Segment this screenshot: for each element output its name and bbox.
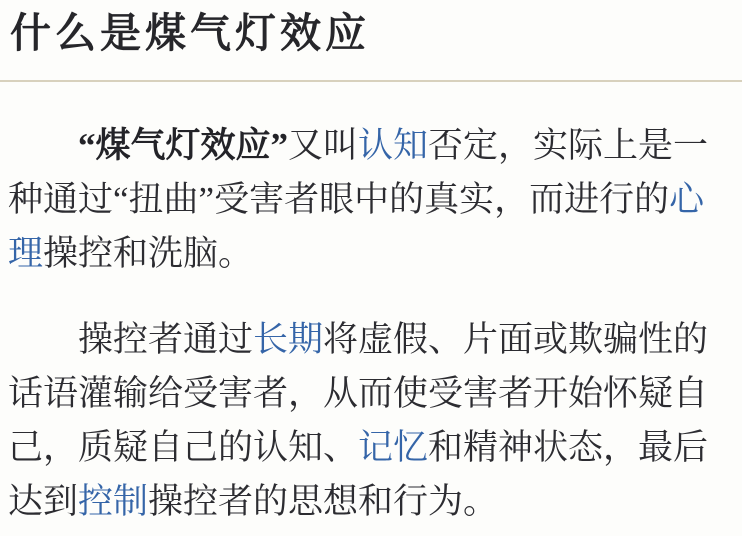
paragraph	[8, 119, 736, 281]
title-divider	[0, 80, 742, 82]
page-title: 什么是煤气灯效应	[10, 10, 370, 56]
text-segment: 操控者通过	[78, 320, 254, 359]
keyword-link[interactable]: 长期	[253, 320, 324, 359]
text-segment: 否定，实际上是一种通过“扭曲”受害者眼中的真实，而进行的	[8, 126, 709, 219]
article-body	[8, 119, 736, 529]
keyword-link[interactable]: 记忆	[358, 428, 429, 467]
keyword-link[interactable]: 心理	[8, 180, 705, 273]
keyword-link[interactable]: 认知	[358, 126, 429, 165]
emphasized-term: “煤气灯效应”	[78, 126, 289, 165]
text-segment: 又叫	[288, 126, 359, 165]
text-segment: 将虚假、片面或欺骗性的话语灌输给受害者，从而使受害者开始怀疑自己，质疑自己的认知、	[8, 320, 709, 467]
text-segment: 操控和洗脑。	[43, 234, 254, 273]
paragraph	[8, 313, 736, 529]
text-segment: 和精神状态，最后达到	[8, 428, 709, 521]
keyword-link[interactable]: 控制	[78, 482, 149, 521]
text-segment: 操控者的思想和行为。	[148, 482, 499, 521]
